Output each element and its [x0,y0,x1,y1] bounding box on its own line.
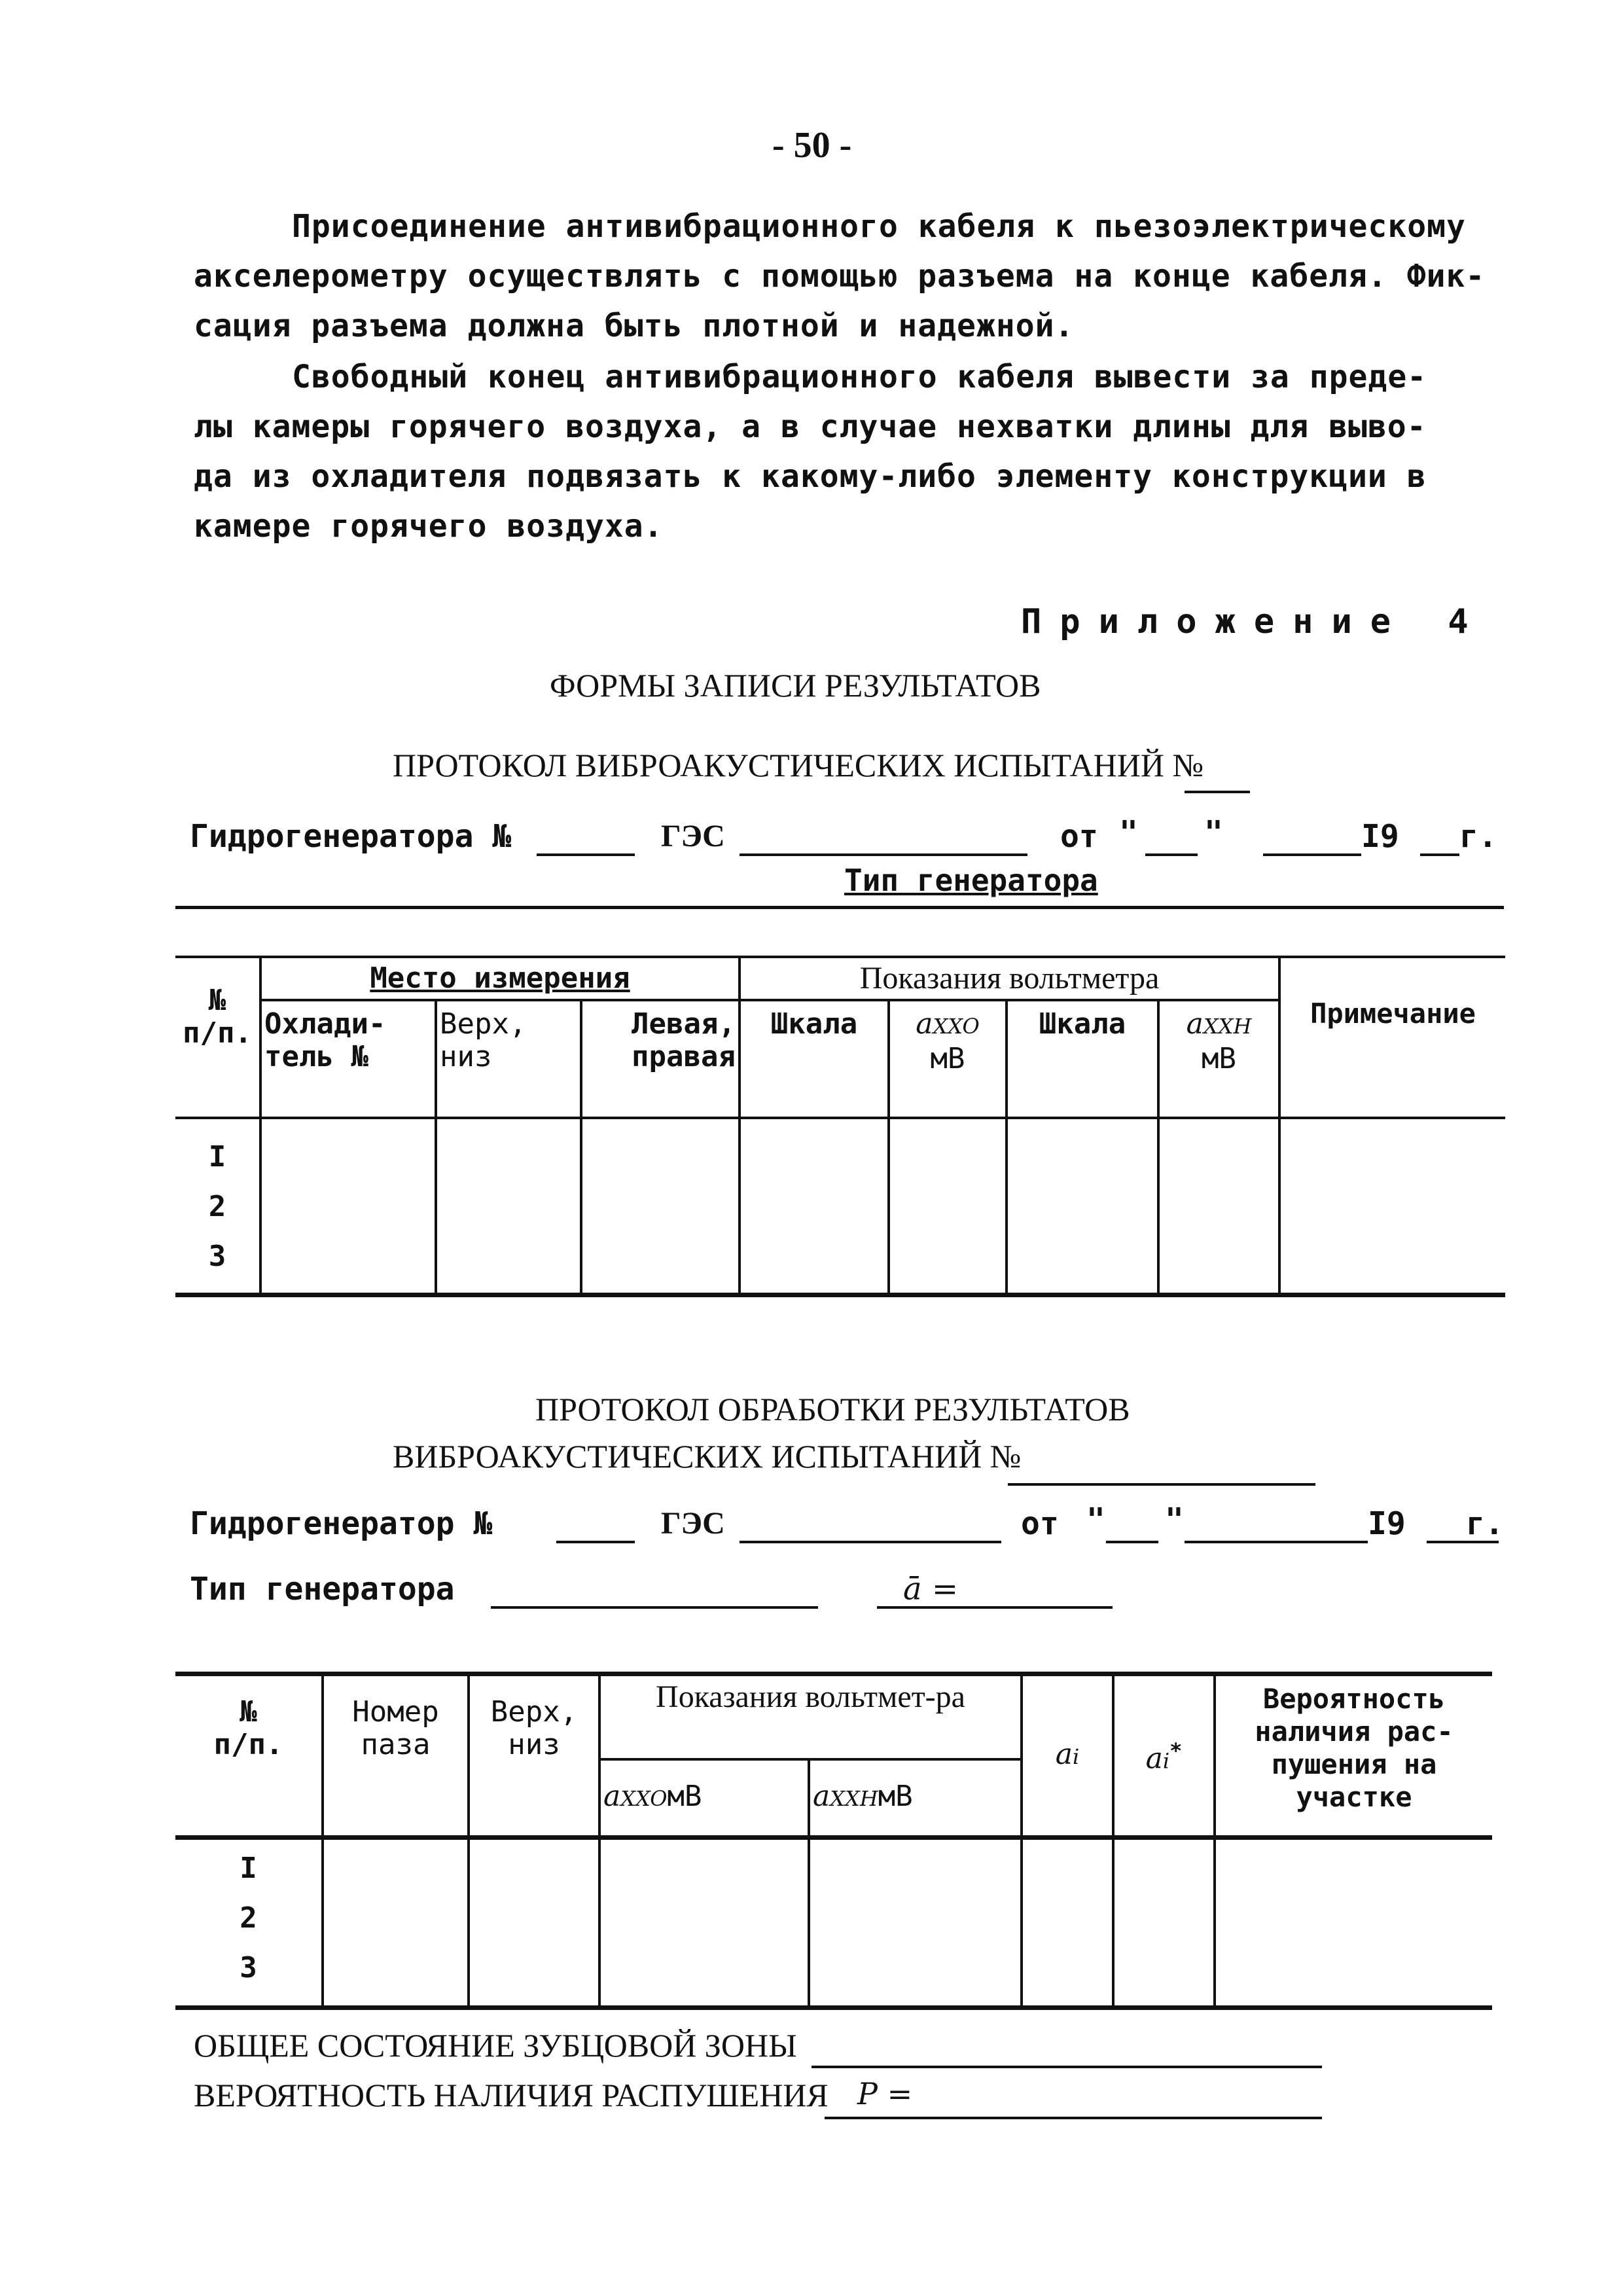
paragraph-line: Свободный конец антивибрационного кабеля вывести за преде- [292,359,1427,395]
col-ai-star-header [1113,1674,1215,1838]
paragraph-line: сация разъема должна быть плотной и надежной. [194,308,1075,344]
protocol1-gen-line [190,814,1499,864]
forms-title: ФОРМЫ ЗАПИСИ РЕЗУЛЬТАТОВ [550,667,1041,704]
ai-star-symbol: a [1145,1742,1163,1776]
ges-blank [740,818,1027,856]
axx0-symbol: a [603,1780,621,1814]
col-num-header [175,957,260,1118]
table-cell[interactable] [1007,1118,1158,1295]
protocol2-title-2: ВИБРОАКУСТИЧЕСКИХ ИСПЫТАНИЙ № [393,1438,1022,1475]
num-label: п/п. [183,1016,252,1050]
group-place-header: Место измерения [260,957,740,1000]
table-row: 2 [240,1901,257,1935]
tb-l2: низ [440,1040,492,1073]
ai-star-sub: i [1162,1748,1170,1774]
year-suffix: г. [1459,818,1497,855]
p-label: P = [857,2076,913,2111]
month-blank [1185,1505,1368,1543]
axx0-unit: мВ [930,1042,965,1075]
axxh-symbol: a [1186,1007,1204,1041]
axxh-unit: мВ [878,1780,913,1814]
table-cell[interactable] [889,1118,1007,1295]
num-sign: № [240,1695,257,1729]
table-cell[interactable] [1113,1838,1215,2008]
protocol1-type-rule [175,906,1504,909]
ai-sub: i [1073,1744,1080,1769]
ai-star-sup: * [1169,1738,1183,1763]
zone-state-blank [812,2029,1322,2068]
protocol2-number-blank [1008,1448,1315,1486]
col-axx0-header [889,1000,1007,1118]
quote-open: " [1119,814,1138,851]
col-prob-header: Вероятность наличия рас-пушения на участке [1215,1674,1492,1838]
paragraph-line: Присоединение антивибрационного кабеля к пьезоэлектрическому [292,208,1466,245]
table-cell[interactable] [599,1838,809,2008]
gen-label: Гидрогенератор № [190,1505,493,1542]
col-axxh-header [809,1759,1022,1838]
abar-label: ā = [903,1571,959,1607]
col-num-header [175,1674,323,1838]
col-tb-header [436,1000,581,1118]
table-row: 2 [208,1190,226,1223]
group-volt-header: Показания вольтмет-ра [599,1674,1022,1759]
table-cell[interactable] [436,1118,581,1295]
slot-l1: Номер [352,1695,439,1729]
col-lr-header [581,1000,740,1118]
table-cell[interactable] [469,1838,599,2008]
paragraph-line: да из охладителя подвязать к какому-либо элементу конструкции в [194,458,1427,495]
year-blank [1420,818,1459,856]
axxh-symbol: a [813,1780,830,1814]
table-cell[interactable] [1022,1838,1113,2008]
table-row: I [208,1140,226,1174]
paragraph-1 [194,202,1522,351]
protocol1-type-label: Тип генератора [844,863,1098,898]
ges-label: ГЭС [661,1506,725,1541]
axx0-sub: XXO [620,1786,668,1812]
row-numbers [175,1838,323,2008]
tb-l1: Верх, [440,1007,527,1041]
cooler-l1: Охлади- [264,1007,386,1041]
cooler-l2: тель № [264,1040,368,1073]
quote-close: " [1165,1501,1184,1538]
axxh-sub: XXH [830,1786,878,1812]
day-blank [1145,818,1198,856]
quote-open: " [1086,1501,1105,1538]
gen-label: Гидрогенератора № [190,818,512,855]
axx0-unit: мВ [667,1780,702,1814]
col-note-header: Примечание [1279,957,1505,1118]
protocol2-gen-line [190,1501,1518,1551]
slot-l2: паза [361,1728,431,1761]
protocol1-number-blank [1185,764,1250,793]
protocol1-table [175,956,1505,1297]
protocol1-title: ПРОТОКОЛ ВИБРОАКУСТИЧЕСКИХ ИСПЫТАНИЙ № [393,747,1204,783]
tb-l1: Верх, [490,1695,578,1729]
paragraph-line: лы камеры горячего воздуха, а в случае нехватки длины для выво- [194,408,1427,445]
col-cooler-header [260,1000,436,1118]
probability-label: ВЕРОЯТНОСТЬ НАЛИЧИЯ РАСПУШЕНИЯ [194,2077,829,2113]
protocol2-table [175,1672,1492,2010]
gen-number-blank [556,1505,635,1543]
col-slot-header [323,1674,469,1838]
col-axx0-header [599,1759,809,1838]
month-blank [1263,818,1361,856]
lr-l2: правая [632,1040,736,1073]
tb-l2: низ [508,1728,560,1761]
from-label: от [1060,818,1098,855]
table-row: I [240,1852,257,1885]
axx0-symbol: a [916,1007,933,1041]
table-row: 3 [240,1951,257,1984]
quote-close: " [1204,814,1223,851]
axxh-unit: мВ [1202,1042,1236,1075]
table-cell[interactable] [1158,1118,1279,1295]
table-cell[interactable] [581,1118,740,1295]
table-cell[interactable] [1279,1118,1505,1295]
table-row: 3 [208,1240,226,1273]
type-blank [491,1571,818,1609]
from-label: от [1021,1505,1059,1542]
paragraph-2 [194,352,1522,551]
year-label: I9 [1361,818,1399,855]
col-ai-header [1022,1674,1113,1838]
table-cell[interactable] [323,1838,469,2008]
col-axxh-header [1158,1000,1279,1118]
year-suffix: г. [1466,1505,1504,1542]
zone-state-label: ОБЩЕЕ СОСТОЯНИЕ ЗУБЦОВОЙ ЗОНЫ [194,2027,797,2064]
col-tb-header [469,1674,599,1838]
num-sign: № [208,984,226,1017]
gen-number-blank [537,818,635,856]
lr-l1: Левая, [632,1007,736,1041]
protocol2-type-line [190,1571,1499,1617]
year-label: I9 [1368,1505,1406,1542]
col-scale-a-header: Шкала [740,1000,889,1118]
col-scale-b-header: Шкала [1007,1000,1158,1118]
table-cell[interactable] [260,1118,436,1295]
page-number: - 50 - [772,125,852,166]
group-volt-header: Показания вольтметра [740,957,1279,1000]
paragraph-line: камере горячего воздуха. [194,508,664,545]
axx0-sub: XXO [933,1014,980,1039]
type-label: Тип генератора [190,1571,455,1607]
paragraph-line: акселерометру осуществлять с помощью разъема на конце кабеля. Фик- [194,258,1486,295]
day-blank [1106,1505,1158,1543]
ai-symbol: a [1055,1738,1073,1771]
table-cell[interactable] [809,1838,1022,2008]
table-cell[interactable] [1215,1838,1492,2008]
protocol2-title-1: ПРОТОКОЛ ОБРАБОТКИ РЕЗУЛЬТАТОВ [535,1391,1130,1427]
appendix-label: Приложение 4 [1021,602,1487,641]
num-label: п/п. [213,1728,283,1761]
row-numbers [175,1118,260,1295]
ges-blank [740,1505,1001,1543]
table-cell[interactable] [740,1118,889,1295]
axxh-sub: XXH [1203,1014,1252,1039]
ges-label: ГЭС [661,819,725,853]
